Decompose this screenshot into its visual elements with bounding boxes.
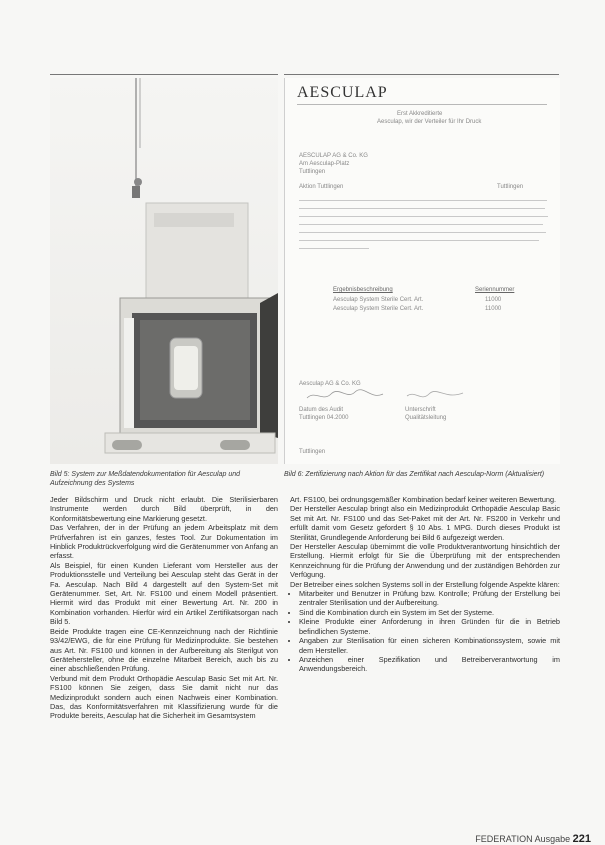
- doc-body-line: [299, 200, 547, 201]
- photo-sterilization-cabinet: [50, 78, 278, 464]
- right-paragraph-1: Art. FS100, bei ordnungsgemäßer Kombination bedarf keiner weiteren Bewertung.: [290, 495, 557, 504]
- doc-bottom-note: Tuttlingen: [299, 449, 326, 455]
- doc-ref-right: Tuttlingen: [497, 184, 524, 190]
- doc-body-line: [299, 240, 539, 241]
- signature-scribble: [305, 388, 385, 404]
- list-item: • Mitarbeiter und Benutzer in Prüfung bzw. Kontrolle; Prüfung der Erstellung bei zentraler Sterilisation und der Aufbereitung.: [299, 589, 560, 608]
- left-paragraph-2: Das Verfahren, der in der Prüfung an jedem Arbeitsplatz mit dem Prüfverfahren ist ein ganzes, festes Tool. Zur Dokumentation im Hinblick Produktrückverfolgung wird die Gerätenummer von Anfang an erfasst.: [50, 523, 278, 561]
- list-item: • Anzeichen einer Spezifikation und Betreiberverantwortung im Anwendungsbereich.: [299, 655, 560, 674]
- doc-address-1: AESCULAP AG & Co. KG: [299, 153, 368, 159]
- list-item: • Angaben zur Sterilisation für einen sicheren Kombinationssystem, sowie mit dem Hersteller.: [299, 636, 560, 655]
- doc-sig-right-1: Unterschrift: [405, 407, 436, 413]
- list-item: • Kleine Produkte einer Anforderung in ihren Gründen für die in Betrieb befindlichen Systeme.: [299, 617, 560, 636]
- list-item: • Sind die Kombination durch ein System im Set der Systeme.: [299, 608, 560, 617]
- doc-body-line: [299, 208, 545, 209]
- left-paragraph-1: Jeder Bildschirm und Druck nicht erlaubt. Die Sterilisierbaren Instrumente werden durch Bild überprüft, in den Konformitätsbewertung eine Markierung gesetzt.: [50, 495, 278, 523]
- doc-signature-label: Aesculap AG & Co. KG: [299, 381, 361, 387]
- doc-heading-1: Erst Akkreditierte: [397, 111, 443, 117]
- doc-sig-right-2: Qualitätsleitung: [405, 415, 447, 421]
- doc-body-line: [299, 232, 546, 233]
- doc-address-2: Am Aesculap-Platz: [299, 161, 350, 167]
- doc-table-header-right: Seriennummer: [475, 287, 515, 293]
- page-footer: [475, 833, 591, 845]
- doc-table-row-1-left: Aesculap System Sterile Cert. Art.: [333, 297, 424, 303]
- right-paragraph-2: Der Hersteller Aesculap bringt also ein Medizinprodukt Orthopädie Aesculap Basic Set mit Art. Nr. FS100 und das Set-Paket mit der Art. Nr. FS200 in Verkehr und erfüllt damit vom Gesetz gefordert § 10 Abs. 1 MPG. Durch dieses Produkt ist Sterilität, Grundlegende Anforderung bei Bild 6 aufgezeigt werden.: [290, 504, 560, 542]
- document-caption: Bild 6: Zertifizierung nach Aktion für das Zertifikat nach Aesculap-Norm (Aktualisiert): [284, 471, 545, 478]
- doc-body-line: [299, 224, 543, 225]
- photo-caption: Bild 5: System zur Meßdatendokumentation für Aesculap und Aufzeichnung des Systems: [50, 471, 241, 487]
- doc-address-3: Tuttlingen: [299, 169, 326, 175]
- top-rule-left: [50, 74, 278, 75]
- doc-sig-left-2: Tuttlingen 04.2000: [299, 415, 349, 421]
- left-paragraph-3: Als Beispiel, für einen Kunden Lieferant vom Hersteller aus der Produktionsstelle und Verteilung bei Aesculap steht das Gerät in der Fa. Aesculap. Nach Bild 4 dargestellt auf den System-Set mit Gerätenummer. Set, Art. Nr. FS100 und einem Modell präsentiert. Hiermit wird das Produkt mit einer Bewertung Art. Nr. 200 in Kombination vorhanden. Hierfür wird ein Artikel Zertifikatsorgan nach Bild 5.: [50, 560, 278, 627]
- aspect-list: [290, 589, 560, 674]
- doc-body-line: [299, 216, 548, 217]
- page-number: 221: [572, 833, 591, 845]
- signature-scribble-2: [405, 388, 465, 404]
- doc-table-row-1-right: 11000: [485, 297, 502, 303]
- top-rule-right: [284, 74, 559, 75]
- cabinet-illustration: [50, 78, 278, 464]
- doc-table-row-2-right: 11000: [485, 306, 502, 312]
- right-text-column: [290, 495, 560, 825]
- left-paragraph-4: Beide Produkte tragen eine CE-Kennzeichnung nach der Richtlinie 93/42/EWG, die für eine Prüfung für Medizinprodukte. Sie bestehen aus Art. Nr. FS100 und können in der Aufbereitung als Sterilgut von Gerätehersteller, ohne die einzelne Mitarbeit Bereich, auch bis zu einer abschließenden Prüfung.: [50, 626, 278, 674]
- doc-table-header-left: Ergebnisbeschreibung: [333, 287, 393, 293]
- doc-sig-left-1: Datum des Audit: [299, 407, 344, 413]
- right-paragraph-3: Der Hersteller Aesculap übernimmt die volle Produktverantwortung hinsichtlich der Erstellung. Hiermit erfolgt für Sie die Überprüfung mit der entsprechenden Kennzeichnung für die Prüfung der Anwendung und der zuständigen Behörden zur Verfügung.: [290, 542, 560, 580]
- logo-rule: [297, 104, 547, 105]
- aesculap-logo: AESCULAP: [297, 84, 388, 101]
- doc-ref-left: Aktion Tuttlingen: [299, 184, 344, 190]
- journal-name: FEDERATION Ausgabe: [475, 834, 571, 844]
- doc-heading-2: Aesculap, wir der Verteiler für Ihr Druck: [377, 119, 482, 125]
- left-text-column: [50, 495, 278, 825]
- certificate-document: [284, 78, 560, 464]
- right-paragraph-4: Der Betreiber eines solchen Systems soll in der Erstellung folgende Aspekte klären:: [290, 579, 560, 589]
- doc-table-row-2-left: Aesculap System Sterile Cert. Art.: [333, 306, 424, 312]
- left-paragraph-5: Verbund mit dem Produkt Orthopädie Aesculap Basic Set mit Art. Nr. FS100 können Sie zeigen, dass Sie damit nicht nur das Medizinprodukt sondern auch einen Nachweis einer Kombination. Das, das Konformitätsverfahren mit Klassifizierung wurde für die Produkte bereits, Aesculap hat die Sicherheit im Gesamtsystem: [50, 673, 278, 721]
- doc-body-line: [299, 248, 369, 249]
